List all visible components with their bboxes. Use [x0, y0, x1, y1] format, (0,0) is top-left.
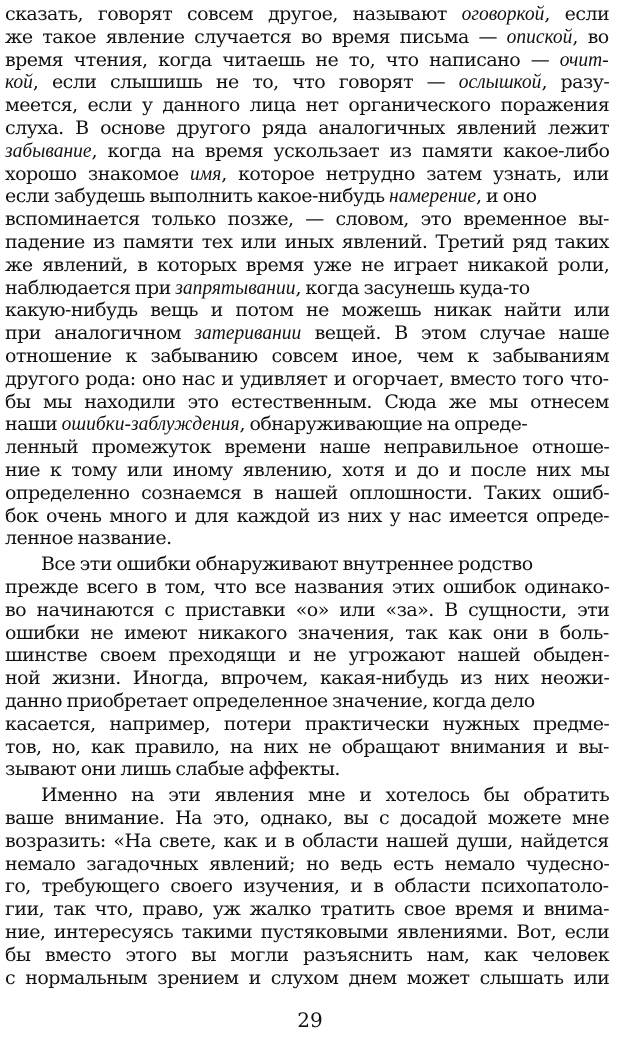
text-line: [5, 525, 172, 551]
text-segment: гии, так что, право, уж жалко тратить свое время и внима-: [5, 898, 609, 921]
text-segment: вещей. В этом случае наше: [301, 322, 610, 345]
text-segment: ваше внимание. На это, однако, вы с досадой можете мне: [5, 807, 610, 829]
text-segment: , которое нетрудно затем узнать, или: [221, 162, 609, 185]
text-segment: , во: [572, 25, 609, 48]
text-segment: вспоминается только позже, — словом, это временное вы-: [5, 208, 609, 231]
page-number: 29: [297, 1008, 323, 1032]
text-segment: возразить: «На свете, как и в области нашей души, найдется: [5, 829, 609, 852]
text-segment: прежде всего в том, что все названия этих ошибок одинако-: [5, 576, 610, 598]
text-segment: время чтения, когда читаешь не то, что написано —: [5, 48, 560, 71]
italic-term: намерение: [389, 186, 477, 208]
text-segment: бы вместо этого вы могли разъяснить нам, как человек: [5, 943, 610, 966]
text-segment: ленный промежуток времени наше неправильное отноше-: [5, 436, 610, 459]
text-segment: сказать, говорят совсем другое, называют: [5, 3, 462, 25]
text-segment: данно приобретает определенное значение, когда дело: [5, 690, 535, 712]
text-segment: бок очень много и для каждой из них у нас имеется опреде-: [5, 504, 610, 527]
text-segment: слуха. В основе другого ряда аналогичных явлений лежит: [5, 117, 610, 139]
text-segment: при аналогичном: [5, 322, 195, 345]
text-segment: , обнаруживающие на опреде-: [239, 413, 528, 436]
text-line: [5, 965, 609, 991]
text-segment: шинстве своем преходящи и не угрожают нашей обыден-: [5, 644, 610, 667]
text-segment: с нормальным зрением и слухом днем может слышать или: [5, 966, 610, 989]
text-segment: касается, например, потери практически нужных предме-: [5, 712, 610, 735]
text-segment: , когда на время ускользает из памяти какое-либо: [91, 139, 610, 162]
text-segment: же такое явление случается во время письма —: [5, 25, 507, 48]
text-segment: ной жизни. Иногда, впрочем, какая-нибудь из них неожи-: [5, 667, 610, 690]
text-segment: какую-нибудь вещь и потом не можешь никак найти или: [5, 299, 610, 322]
text-segment: другого рода: оно нас и удивляет и огорчает, вместо того что-: [5, 367, 609, 390]
text-segment: ние к тому или иному явлению, хотя и до и после них мы: [5, 459, 610, 481]
text-segment: зывают они лишь слабые аффекты.: [5, 758, 340, 781]
text-segment: наблюдается при: [5, 276, 176, 299]
italic-term: затеривании: [194, 323, 302, 345]
text-segment: во начинаются с приставки «о» или «за». В сущности, эти: [5, 598, 610, 621]
text-segment: падение из памяти тех или иных явлений. Третий ряд таких: [5, 231, 609, 253]
italic-term: забывание: [5, 140, 92, 162]
text-segment: тов, но, как правило, на них не обращают внимания и вы-: [5, 735, 609, 758]
italic-term: ошибки-заблуждения: [61, 414, 240, 436]
text-segment: хорошо знакомое: [5, 162, 190, 185]
italic-term: имя: [190, 163, 222, 185]
text-segment: ленное название.: [5, 527, 172, 550]
text-segment: , когда засунешь куда-то: [295, 276, 530, 299]
italic-term: запрятывании: [175, 277, 296, 299]
text-line: [5, 756, 340, 782]
italic-term: кой: [5, 72, 33, 94]
text-segment: , разу-: [541, 71, 610, 94]
text-segment: го, требующего своего изучения, и в области психопатоло-: [5, 875, 609, 898]
text-segment: , если: [544, 3, 610, 25]
text-segment: наши: [5, 413, 62, 436]
text-segment: , и оно: [476, 185, 537, 208]
italic-term: очит-: [559, 49, 609, 71]
text-segment: бы мы находили это естественным. Сюда же мы отнесем: [5, 390, 609, 413]
text-segment: отношение к забыванию совсем иное, чем к забываниям: [5, 345, 610, 367]
text-segment: же явлений, в которых время уже не играет никакой роли,: [5, 253, 610, 276]
italic-term: ослышкой: [458, 72, 542, 94]
text-segment: Все эти ошибки обнаруживают внутреннее родство: [41, 553, 533, 576]
text-segment: немало загадочных явлений; но ведь есть немало чудесно-: [5, 852, 610, 875]
text-segment: ние, интересуясь такими пустяковыми явлениями. Вот, если: [5, 921, 610, 943]
italic-term: опиской: [506, 26, 573, 48]
book-page: [5, 0, 615, 1043]
text-segment: , если слышишь не то, что говорят —: [32, 71, 459, 94]
text-segment: Именно на эти явления мне и хотелось бы обратить: [41, 784, 610, 807]
text-segment: определенно сознаемся в нашей оплошности. Таких ошиб-: [5, 481, 610, 504]
text-segment: меется, если у данного лица нет органического поражения: [5, 94, 610, 117]
text-segment: ошибки не имеют никакого значения, так как они в боль-: [5, 621, 609, 644]
italic-term: оговоркой: [461, 4, 545, 25]
text-segment: если забудешь выполнить какое-нибудь: [5, 185, 390, 208]
